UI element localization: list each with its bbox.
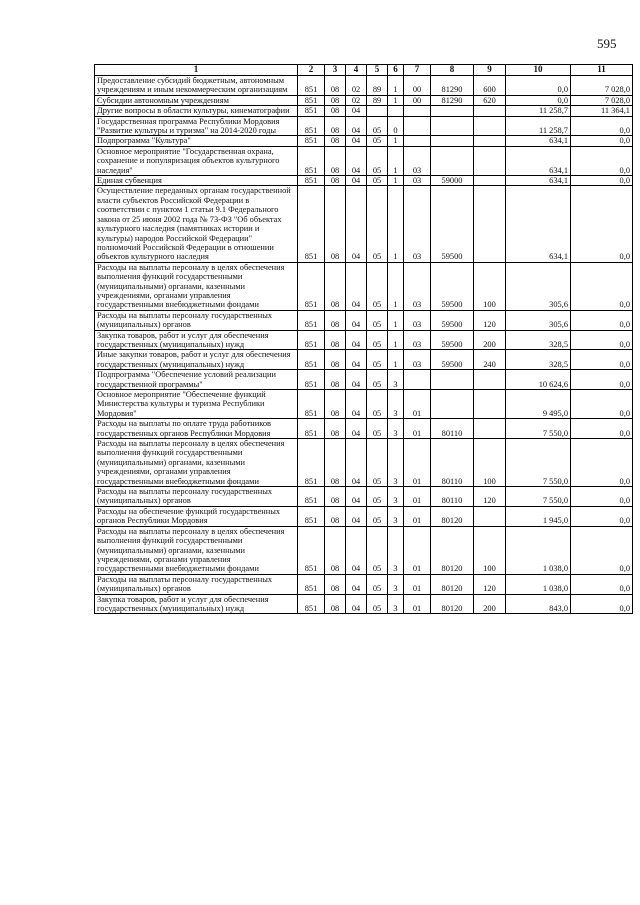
- cell-name: Иные закупки товаров, работ и услуг для обеспечения государственных (муниципальных) нужд: [95, 350, 298, 370]
- cell-admin: 851: [298, 439, 325, 487]
- cell-section: 08: [325, 76, 346, 96]
- cell-program: 05: [367, 574, 388, 594]
- cell-amount-2020: 0,0: [571, 176, 633, 186]
- cell-subsection: 04: [346, 330, 367, 350]
- cell-admin: 851: [298, 95, 325, 105]
- table-row: [95, 487, 633, 507]
- cell-amount-2020: 0,0: [571, 310, 633, 330]
- cell-name: Единая субвенция: [95, 176, 298, 186]
- cell-subsection: 04: [346, 594, 367, 614]
- cell-direction: 80120: [431, 574, 474, 594]
- cell-expense-type: [474, 506, 506, 526]
- cell-program: 05: [367, 526, 388, 574]
- cell-expense-type: [474, 116, 506, 136]
- cell-program: 05: [367, 487, 388, 507]
- cell-amount-2019: 634,1: [506, 146, 571, 175]
- col-header: 3: [325, 65, 346, 76]
- cell-name: Основное мероприятие "Обеспечение функций Министерства культуры и туризма Республики Мордовия": [95, 390, 298, 419]
- col-header: 10: [506, 65, 571, 76]
- cell-expense-type: 120: [474, 487, 506, 507]
- cell-amount-2019: 328,5: [506, 330, 571, 350]
- table-body: [95, 76, 633, 614]
- cell-subsection: 04: [346, 370, 367, 390]
- cell-admin: 851: [298, 526, 325, 574]
- cell-name: Расходы на выплаты персоналу государственных (муниципальных) органов: [95, 574, 298, 594]
- cell-name: Предоставление субсидий бюджетным, автономным учреждениям и иным некоммерческим организациям: [95, 76, 298, 96]
- cell-amount-2019: 11 258,7: [506, 116, 571, 136]
- cell-amount-2020: 7 028,0: [571, 76, 633, 96]
- cell-measure: 01: [404, 506, 431, 526]
- cell-expense-type: [474, 390, 506, 419]
- cell-measure: [404, 116, 431, 136]
- cell-amount-2019: 843,0: [506, 594, 571, 614]
- cell-measure: 03: [404, 330, 431, 350]
- cell-name: Подпрограмма "Обеспечение условий реализации государственной программы": [95, 370, 298, 390]
- cell-expense-type: 600: [474, 76, 506, 96]
- cell-name: Субсидии автономным учреждениям: [95, 95, 298, 105]
- cell-expense-type: 200: [474, 330, 506, 350]
- cell-name: Расходы на выплаты персоналу в целях обеспечения выполнения функций государственными (муниципальными) органами, казенными учреждениями, органами управления государственными внебюджетными фондами: [95, 262, 298, 310]
- cell-subprogram: 1: [388, 136, 404, 146]
- cell-subsection: 02: [346, 76, 367, 96]
- table-row: [95, 76, 633, 96]
- cell-admin: 851: [298, 186, 325, 262]
- cell-subprogram: 3: [388, 370, 404, 390]
- cell-program: 05: [367, 390, 388, 419]
- cell-section: 08: [325, 116, 346, 136]
- cell-direction: 80120: [431, 506, 474, 526]
- cell-admin: 851: [298, 390, 325, 419]
- cell-direction: 59000: [431, 176, 474, 186]
- cell-program: 89: [367, 95, 388, 105]
- cell-amount-2020: 0,0: [571, 594, 633, 614]
- cell-measure: 01: [404, 594, 431, 614]
- cell-expense-type: 200: [474, 594, 506, 614]
- cell-measure: 03: [404, 262, 431, 310]
- cell-subprogram: 1: [388, 186, 404, 262]
- cell-section: 08: [325, 350, 346, 370]
- cell-subsection: 04: [346, 262, 367, 310]
- table-row: [95, 350, 633, 370]
- cell-measure: 01: [404, 419, 431, 439]
- cell-section: 08: [325, 439, 346, 487]
- cell-admin: 851: [298, 506, 325, 526]
- cell-section: 08: [325, 186, 346, 262]
- cell-amount-2020: 0,0: [571, 370, 633, 390]
- table-row: [95, 186, 633, 262]
- cell-section: 08: [325, 176, 346, 186]
- cell-subprogram: 3: [388, 594, 404, 614]
- cell-section: 08: [325, 506, 346, 526]
- cell-amount-2020: 0,0: [571, 506, 633, 526]
- cell-amount-2020: 0,0: [571, 136, 633, 146]
- cell-amount-2020: 0,0: [571, 146, 633, 175]
- cell-direction: 80110: [431, 419, 474, 439]
- cell-expense-type: [474, 146, 506, 175]
- cell-amount-2020: 7 028,0: [571, 95, 633, 105]
- cell-amount-2019: 11 258,7: [506, 106, 571, 116]
- cell-subprogram: [388, 106, 404, 116]
- cell-amount-2019: 1 038,0: [506, 526, 571, 574]
- cell-direction: 80110: [431, 487, 474, 507]
- cell-program: 05: [367, 176, 388, 186]
- cell-program: 05: [367, 116, 388, 136]
- cell-amount-2020: 0,0: [571, 526, 633, 574]
- cell-direction: 59500: [431, 262, 474, 310]
- cell-expense-type: 240: [474, 350, 506, 370]
- cell-amount-2020: 11 364,1: [571, 106, 633, 116]
- cell-admin: 851: [298, 136, 325, 146]
- cell-program: 05: [367, 439, 388, 487]
- cell-admin: 851: [298, 370, 325, 390]
- cell-expense-type: 100: [474, 262, 506, 310]
- cell-measure: 03: [404, 146, 431, 175]
- cell-subprogram: 1: [388, 76, 404, 96]
- cell-section: 08: [325, 526, 346, 574]
- cell-amount-2019: 305,6: [506, 262, 571, 310]
- cell-subsection: 04: [346, 106, 367, 116]
- col-header: 5: [367, 65, 388, 76]
- cell-name: Подпрограмма "Культура": [95, 136, 298, 146]
- cell-admin: 851: [298, 310, 325, 330]
- header-row: [95, 65, 633, 76]
- col-header: 7: [404, 65, 431, 76]
- cell-direction: 81290: [431, 76, 474, 96]
- cell-amount-2019: 634,1: [506, 136, 571, 146]
- cell-direction: 59500: [431, 186, 474, 262]
- cell-program: 05: [367, 262, 388, 310]
- cell-amount-2019: 634,1: [506, 176, 571, 186]
- cell-direction: 59500: [431, 350, 474, 370]
- cell-subprogram: 3: [388, 487, 404, 507]
- table-row: [95, 506, 633, 526]
- cell-subprogram: 1: [388, 310, 404, 330]
- page-number: 595: [597, 36, 617, 51]
- cell-subsection: 04: [346, 439, 367, 487]
- cell-amount-2019: 0,0: [506, 76, 571, 96]
- cell-program: [367, 106, 388, 116]
- cell-direction: [431, 370, 474, 390]
- cell-measure: 00: [404, 95, 431, 105]
- cell-subsection: 04: [346, 310, 367, 330]
- cell-measure: 03: [404, 350, 431, 370]
- cell-amount-2020: 0,0: [571, 487, 633, 507]
- cell-subprogram: 3: [388, 439, 404, 487]
- cell-subsection: 04: [346, 419, 367, 439]
- col-header: 1: [95, 65, 298, 76]
- cell-amount-2019: 7 550,0: [506, 419, 571, 439]
- cell-name: Государственная программа Республики Мордовия "Развитие культуры и туризма" на 2014-2020 годы: [95, 116, 298, 136]
- cell-subsection: 02: [346, 95, 367, 105]
- cell-admin: 851: [298, 176, 325, 186]
- cell-expense-type: [474, 136, 506, 146]
- cell-measure: 01: [404, 526, 431, 574]
- cell-name: Другие вопросы в области культуры, кинематографии: [95, 106, 298, 116]
- cell-program: 05: [367, 506, 388, 526]
- cell-subprogram: 1: [388, 330, 404, 350]
- col-header: 2: [298, 65, 325, 76]
- table-row: [95, 439, 633, 487]
- cell-admin: 851: [298, 146, 325, 175]
- cell-subprogram: 0: [388, 116, 404, 136]
- cell-direction: 59500: [431, 310, 474, 330]
- cell-measure: [404, 106, 431, 116]
- cell-expense-type: [474, 106, 506, 116]
- cell-program: 05: [367, 330, 388, 350]
- cell-subsection: 04: [346, 186, 367, 262]
- table-row: [95, 390, 633, 419]
- cell-direction: 80120: [431, 594, 474, 614]
- cell-amount-2019: 634,1: [506, 186, 571, 262]
- cell-section: 08: [325, 95, 346, 105]
- cell-admin: 851: [298, 106, 325, 116]
- table-row: [95, 574, 633, 594]
- table-row: [95, 419, 633, 439]
- cell-section: 08: [325, 487, 346, 507]
- cell-amount-2020: 0,0: [571, 116, 633, 136]
- cell-measure: 00: [404, 76, 431, 96]
- cell-name: Расходы на выплаты персоналу государственных (муниципальных) органов: [95, 487, 298, 507]
- cell-measure: 01: [404, 439, 431, 487]
- cell-subprogram: 1: [388, 350, 404, 370]
- cell-amount-2019: 7 550,0: [506, 439, 571, 487]
- cell-expense-type: 100: [474, 439, 506, 487]
- cell-subprogram: 3: [388, 506, 404, 526]
- cell-direction: 81290: [431, 95, 474, 105]
- cell-admin: 851: [298, 262, 325, 310]
- cell-subprogram: 1: [388, 262, 404, 310]
- cell-program: 05: [367, 350, 388, 370]
- cell-measure: 01: [404, 487, 431, 507]
- cell-amount-2020: 0,0: [571, 439, 633, 487]
- cell-amount-2020: 0,0: [571, 330, 633, 350]
- cell-section: 08: [325, 370, 346, 390]
- cell-expense-type: [474, 370, 506, 390]
- table-row: [95, 330, 633, 350]
- cell-program: 05: [367, 136, 388, 146]
- cell-section: 08: [325, 262, 346, 310]
- cell-direction: [431, 146, 474, 175]
- cell-admin: 851: [298, 116, 325, 136]
- cell-direction: 80110: [431, 439, 474, 487]
- cell-expense-type: [474, 419, 506, 439]
- cell-measure: [404, 136, 431, 146]
- cell-subsection: 04: [346, 574, 367, 594]
- cell-admin: 851: [298, 350, 325, 370]
- cell-program: 05: [367, 419, 388, 439]
- cell-admin: 851: [298, 330, 325, 350]
- cell-subprogram: 1: [388, 176, 404, 186]
- col-header: 4: [346, 65, 367, 76]
- cell-amount-2019: 305,6: [506, 310, 571, 330]
- cell-amount-2020: 0,0: [571, 419, 633, 439]
- cell-amount-2019: 7 550,0: [506, 487, 571, 507]
- cell-section: 08: [325, 390, 346, 419]
- cell-subsection: 04: [346, 136, 367, 146]
- cell-expense-type: 120: [474, 574, 506, 594]
- cell-direction: 80120: [431, 526, 474, 574]
- cell-measure: 01: [404, 574, 431, 594]
- cell-expense-type: [474, 176, 506, 186]
- col-header: 8: [431, 65, 474, 76]
- cell-section: 08: [325, 310, 346, 330]
- cell-amount-2020: 0,0: [571, 262, 633, 310]
- table-row: [95, 116, 633, 136]
- table-row: [95, 95, 633, 105]
- cell-admin: 851: [298, 76, 325, 96]
- table-row: [95, 176, 633, 186]
- cell-section: 08: [325, 106, 346, 116]
- table-row: [95, 526, 633, 574]
- cell-direction: 59500: [431, 330, 474, 350]
- cell-amount-2020: 0,0: [571, 186, 633, 262]
- cell-amount-2019: 0,0: [506, 95, 571, 105]
- cell-subsection: 04: [346, 390, 367, 419]
- table-row: [95, 594, 633, 614]
- cell-program: 05: [367, 310, 388, 330]
- table-row: [95, 146, 633, 175]
- cell-subsection: 04: [346, 350, 367, 370]
- cell-amount-2019: 1 945,0: [506, 506, 571, 526]
- cell-subprogram: 1: [388, 146, 404, 175]
- cell-name: Расходы на обеспечение функций государственных органов Республики Мордовия: [95, 506, 298, 526]
- cell-section: 08: [325, 594, 346, 614]
- cell-admin: 851: [298, 419, 325, 439]
- cell-direction: [431, 106, 474, 116]
- cell-name: Расходы на выплаты персоналу в целях обеспечения выполнения функций государственными (муниципальными) органами, казенными учреждениями, органами управления государственными внебюджетными фондами: [95, 439, 298, 487]
- cell-program: 89: [367, 76, 388, 96]
- col-header: 6: [388, 65, 404, 76]
- cell-measure: 03: [404, 186, 431, 262]
- cell-program: 05: [367, 594, 388, 614]
- cell-program: 05: [367, 370, 388, 390]
- cell-amount-2020: 0,0: [571, 390, 633, 419]
- cell-direction: [431, 116, 474, 136]
- cell-name: Расходы на выплаты персоналу государственных (муниципальных) органов: [95, 310, 298, 330]
- cell-expense-type: 120: [474, 310, 506, 330]
- cell-measure: [404, 370, 431, 390]
- cell-amount-2019: 10 624,6: [506, 370, 571, 390]
- cell-section: 08: [325, 574, 346, 594]
- cell-section: 08: [325, 330, 346, 350]
- cell-subsection: 04: [346, 487, 367, 507]
- cell-name: Закупка товаров, работ и услуг для обеспечения государственных (муниципальных) нужд: [95, 594, 298, 614]
- table-row: [95, 310, 633, 330]
- cell-amount-2019: 328,5: [506, 350, 571, 370]
- cell-subprogram: 3: [388, 419, 404, 439]
- cell-subprogram: 1: [388, 95, 404, 105]
- cell-name: Расходы на выплаты персоналу в целях обеспечения выполнения функций государственными (муниципальными) органами, казенными учреждениями, органами управления государственными внебюджетными фондами: [95, 526, 298, 574]
- cell-expense-type: 620: [474, 95, 506, 105]
- table-row: [95, 262, 633, 310]
- cell-subprogram: 3: [388, 390, 404, 419]
- col-header: 11: [571, 65, 633, 76]
- cell-name: Основное мероприятие "Государственная охрана, сохранение и популяризация объектов культурного наследия": [95, 146, 298, 175]
- cell-subsection: 04: [346, 176, 367, 186]
- cell-admin: 851: [298, 594, 325, 614]
- cell-subprogram: 3: [388, 574, 404, 594]
- cell-program: 05: [367, 186, 388, 262]
- cell-section: 08: [325, 146, 346, 175]
- cell-program: 05: [367, 146, 388, 175]
- cell-subprogram: 3: [388, 526, 404, 574]
- cell-subsection: 04: [346, 526, 367, 574]
- cell-expense-type: [474, 186, 506, 262]
- cell-direction: [431, 136, 474, 146]
- cell-direction: [431, 390, 474, 419]
- cell-measure: 01: [404, 390, 431, 419]
- col-header: 9: [474, 65, 506, 76]
- cell-admin: 851: [298, 574, 325, 594]
- cell-amount-2020: 0,0: [571, 350, 633, 370]
- cell-name: Закупка товаров, работ и услуг для обеспечения государственных (муниципальных) нужд: [95, 330, 298, 350]
- cell-subsection: 04: [346, 146, 367, 175]
- cell-section: 08: [325, 136, 346, 146]
- cell-amount-2019: 9 495,0: [506, 390, 571, 419]
- cell-name: Расходы на выплаты по оплате труда работников государственных органов Республики Мордовия: [95, 419, 298, 439]
- table-row: [95, 106, 633, 116]
- cell-measure: 03: [404, 310, 431, 330]
- table-row: [95, 370, 633, 390]
- cell-expense-type: 100: [474, 526, 506, 574]
- cell-amount-2019: 1 038,0: [506, 574, 571, 594]
- budget-table: [94, 64, 633, 614]
- cell-amount-2020: 0,0: [571, 574, 633, 594]
- cell-admin: 851: [298, 487, 325, 507]
- cell-name: Осуществление переданных органам государственной власти субъектов Российской Федерации в соответствии с пунктом 1 статьи 9.1 Федерального закона от 25 июня 2002 года № 73-ФЗ "Об объектах культурного наследия (памятниках истории и культуры) народов Российской Федерации" полномочий Российской Федерации в отношении объектов культурного наследия: [95, 186, 298, 262]
- cell-subsection: 04: [346, 116, 367, 136]
- cell-section: 08: [325, 419, 346, 439]
- table-row: [95, 136, 633, 146]
- cell-subsection: 04: [346, 506, 367, 526]
- cell-measure: 03: [404, 176, 431, 186]
